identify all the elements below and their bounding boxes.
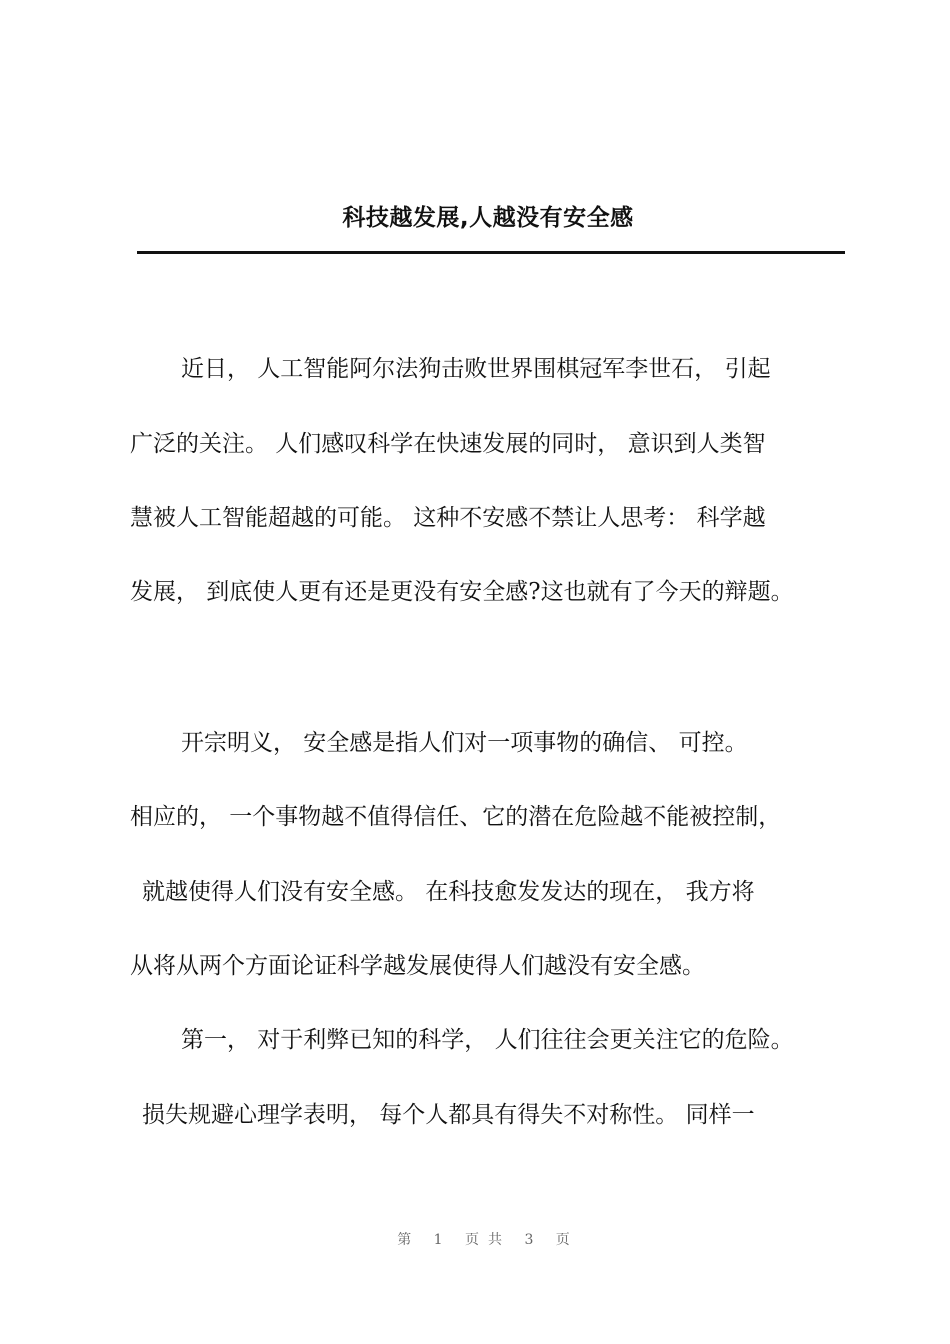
text-line: 从将从两个方面论证科学越发展使得人们越没有安全感。 (130, 953, 705, 979)
page-title: 科技越发展,人越没有安全感 (342, 205, 634, 231)
text-line: 第一， 对于利弊已知的科学， 人们往往会更关注它的危险。 (181, 1027, 794, 1053)
text-line: 发展， 到底使人更有还是更没有安全感?这也就有了今天的辩题。 (130, 579, 794, 605)
text-line: 近日， 人工智能阿尔法狗击败世界围棋冠军李世石， 引起 (181, 356, 771, 382)
title-underline (137, 251, 845, 254)
page-footer: 第 1 页共 3 页 (397, 1232, 579, 1248)
text-line: 相应的， 一个事物越不值得信任、它的潜在危险越不能被控制， (130, 804, 782, 830)
text-line: 慧被人工智能超越的可能。 这种不安感不禁让人思考： 科学越 (130, 505, 766, 531)
text-line: 广泛的关注。 人们感叹科学在快速发展的同时， 意识到人类智 (130, 431, 766, 457)
text-line: 就越使得人们没有安全感。 在科技愈发发达的现在， 我方将 (142, 879, 755, 905)
text-line: 损失规避心理学表明， 每个人都具有得失不对称性。 同样一 (142, 1102, 755, 1128)
text-line: 开宗明义， 安全感是指人们对一项事物的确信、 可控。 (181, 730, 748, 756)
